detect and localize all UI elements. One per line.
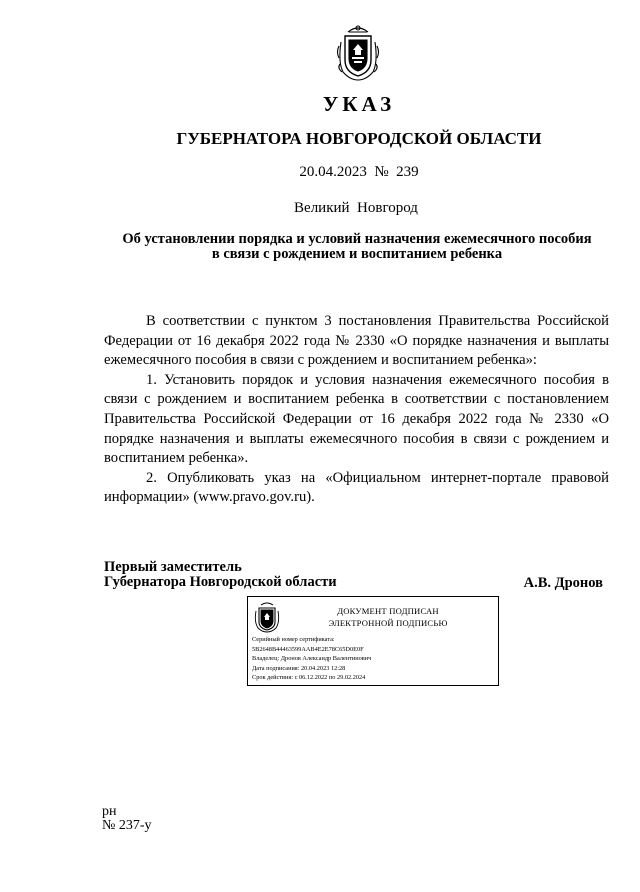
document-heading	[104, 232, 610, 262]
stamp-emblem-icon	[252, 600, 282, 634]
city-name: Великий Новгород	[294, 200, 418, 216]
signer-name: А.В. Дронов	[523, 575, 603, 591]
footer-initials: рн	[102, 804, 117, 819]
footer-doc-number: № 237-у	[102, 818, 152, 833]
certificate-owner: Владелец: Дронов Александр Валентинович	[252, 655, 372, 663]
certificate-label: Серийный номер сертификата:	[252, 636, 335, 643]
body-paragraph-preamble: В соответствии с пунктом 3 постановления Правительства Российской Федерации от 16 декабря 2022 года № 2330 «О порядке назначения и выплаты ежемесячного пособия в связи с рождением и воспитанием ребенка»:	[104, 313, 609, 369]
footer-registry	[102, 805, 152, 833]
signer-role	[104, 560, 337, 590]
stamp-details	[252, 635, 371, 683]
signing-date: Дата подписания: 20.04.2023 12:28	[252, 664, 346, 672]
signer-role-line-2: Губернатора Новгородской области	[104, 574, 337, 590]
heading-line-1: Об установлении порядка и условий назначения ежемесячного пособия	[122, 231, 592, 247]
date-number-line	[0, 164, 640, 181]
stamp-header	[286, 605, 490, 629]
issuer-title: ГУБЕРНАТОРА НОВГОРОДСКОЙ ОБЛАСТИ	[176, 129, 542, 148]
body-paragraph-item-1: 1. Установить порядок и условия назначения ежемесячного пособия в связи с рождением и воспитанием ребенка в соответствии с постановлением Правительства Российской Федерации от 16 декабря 2022 года № 2330 «О порядке назначения и выплаты ежемесячного пособия в связи с рождением и воспитанием ребенка».	[104, 371, 609, 467]
number-sign: №	[374, 164, 389, 180]
coat-of-arms-emblem	[334, 22, 382, 82]
stamp-header-line-1: ДОКУМЕНТ ПОДПИСАН	[337, 606, 439, 616]
document-number: 239	[396, 164, 419, 180]
document-type-title: УКАЗ	[322, 92, 396, 116]
certificate-number: 5B2648B44463599AAB4E2E78C65D0E0F	[252, 645, 364, 653]
body-paragraph-item-2: 2. Опубликовать указ на «Официальном интернет-портале правовой информации» (www.pravo.gov.ru).	[104, 469, 609, 506]
document-date: 20.04.2023	[299, 164, 367, 180]
document-body	[104, 312, 609, 508]
certificate-validity: Срок действия: с 06.12.2022 по 29.02.2024	[252, 674, 366, 682]
heading-line-2: в связи с рождением и воспитанием ребенка	[211, 246, 503, 262]
electronic-signature-stamp	[247, 596, 499, 686]
signer-role-line-1: Первый заместитель	[104, 559, 242, 575]
stamp-header-line-2: ЭЛЕКТРОННОЙ ПОДПИСЬЮ	[328, 618, 448, 628]
